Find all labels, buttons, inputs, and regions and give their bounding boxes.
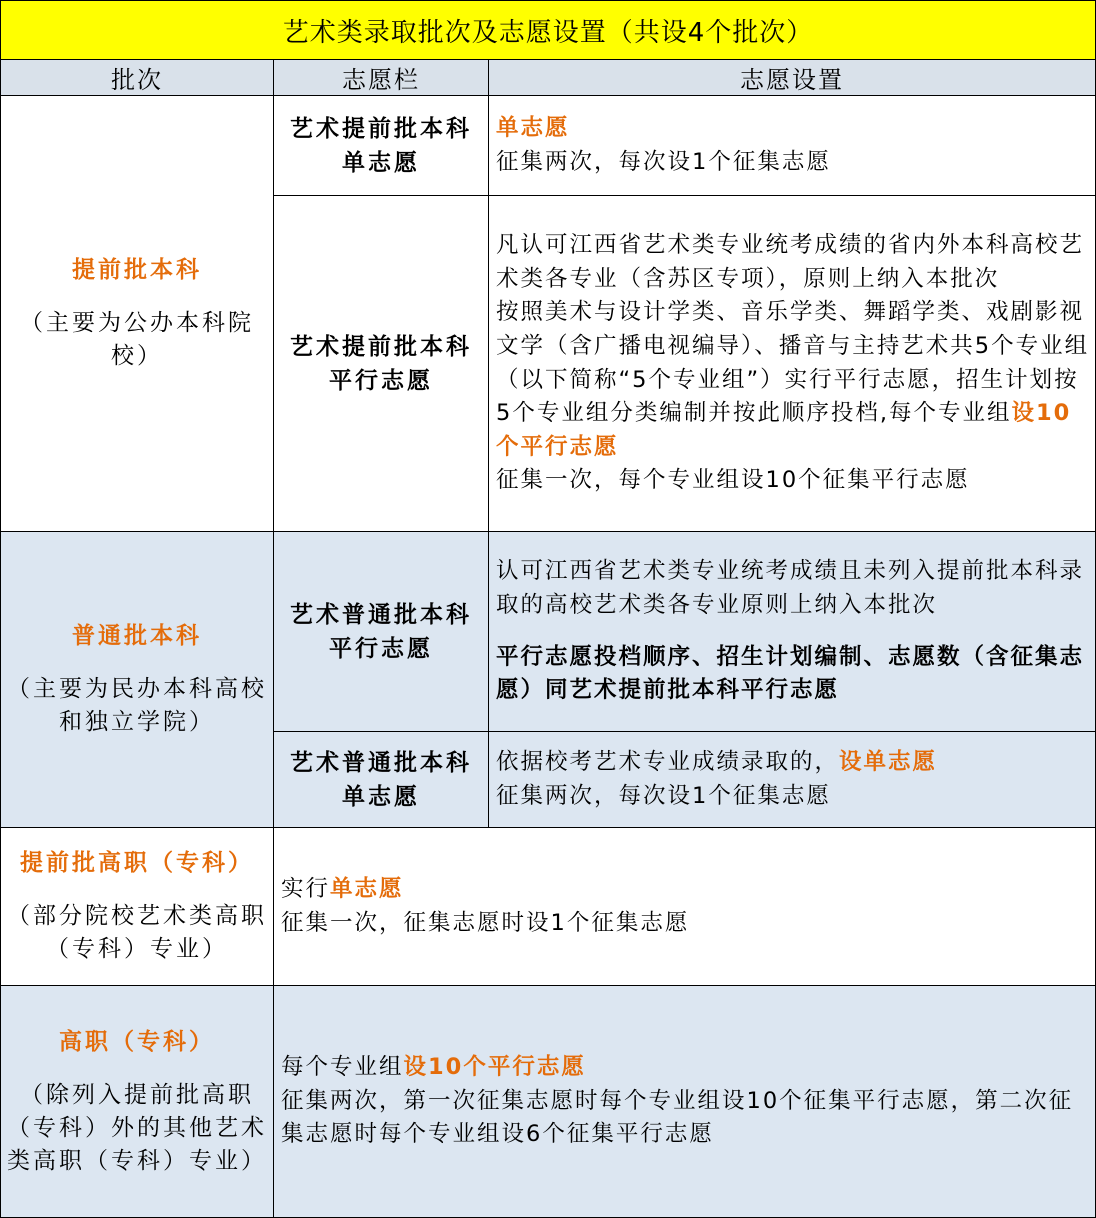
batch-regular-undergrad: [1, 532, 274, 828]
setting-text: 征集一次，每个专业组设10个征集平行志愿: [496, 467, 970, 494]
setting-text-part: 依据校考艺术专业成绩录取的，: [496, 748, 840, 775]
setting-advance-parallel: [489, 196, 1096, 532]
table-row: [1, 828, 1096, 986]
header-batch: 批次: [1, 60, 274, 96]
batch-advance-vocational: [1, 828, 274, 986]
header-row: [1, 60, 1096, 96]
batch-vocational: [1, 986, 274, 1218]
setting-text: [496, 296, 1091, 464]
header-column: 志愿栏: [274, 60, 489, 96]
column-label: 单志愿: [342, 783, 420, 810]
column-regular-single: [274, 732, 489, 828]
setting-text: [281, 1051, 1091, 1085]
column-advance-parallel: [274, 196, 489, 532]
table-row: [1, 96, 1096, 196]
setting-vocational: [274, 986, 1096, 1218]
highlight-text: 单志愿: [496, 114, 570, 141]
column-regular-parallel: [274, 532, 489, 732]
setting-text: [496, 746, 1091, 780]
setting-text: 征集两次，每次设1个征集志愿: [496, 782, 831, 809]
setting-text: 征集两次，第一次征集志愿时每个专业组设10个征集平行志愿，第二次征集志愿时每个专业组设6个征集平行志愿: [281, 1087, 1074, 1148]
setting-advance-vocational: [274, 828, 1096, 986]
setting-text: 平行志愿投档顺序、招生计划编制、志愿数（含征集志愿）同艺术提前批本科平行志愿: [496, 643, 1085, 704]
column-label: 艺术普通批本科: [290, 749, 472, 776]
batch-name: 提前批本科: [72, 257, 202, 283]
table-row: [1, 986, 1096, 1218]
setting-text: 认可江西省艺术类专业统考成绩且未列入提前批本科录取的高校艺术类各专业原则上纳入本批次: [496, 558, 1085, 618]
batch-note: （主要为公办本科院校）: [20, 310, 254, 369]
column-label: 单志愿: [342, 149, 420, 176]
setting-text: [281, 873, 1091, 907]
batch-name: 普通批本科: [72, 623, 202, 649]
setting-text-part: 每个专业组: [281, 1054, 404, 1081]
column-label: 艺术提前批本科: [290, 115, 472, 142]
batch-advance-undergrad: [1, 96, 274, 532]
highlight-text: 设10个平行志愿: [403, 1054, 586, 1081]
highlight-text: 设10个平行志愿: [496, 400, 1072, 460]
batch-note: （主要为民办本科高校和独立学院）: [7, 676, 267, 735]
column-label: 艺术普通批本科: [290, 601, 472, 628]
column-advance-single: [274, 96, 489, 196]
table-title: 艺术类录取批次及志愿设置（共设4个批次）: [1, 1, 1096, 60]
setting-text-part: 实行: [281, 875, 331, 902]
table-row: [1, 532, 1096, 732]
batch-name: 提前批高职（专科）: [20, 850, 254, 876]
title-row: [1, 1, 1096, 60]
setting-regular-parallel: [489, 532, 1096, 732]
column-label: 艺术提前批本科: [290, 333, 472, 360]
batch-note: （部分院校艺术类高职（专科）专业）: [7, 903, 267, 962]
setting-regular-single: [489, 732, 1096, 828]
setting-text: 征集两次，每次设1个征集志愿: [496, 148, 831, 175]
setting-text-part: 按照美术与设计学类、音乐学类、舞蹈学类、戏剧影视文学（含广播电视编导）、播音与主持艺术共5个专业组（以下简称“5个专业组”）实行平行志愿，招生计划按5个专业组分类编制并按此顺序投档,每个专业组: [496, 299, 1090, 427]
setting-text: 征集一次，征集志愿时设1个征集志愿: [281, 909, 690, 936]
batch-name: 高职（专科）: [59, 1028, 215, 1055]
column-label: 平行志愿: [329, 635, 433, 662]
setting-advance-single: [489, 96, 1096, 196]
highlight-text: 设单志愿: [839, 748, 938, 775]
column-label: 平行志愿: [329, 367, 433, 394]
batch-note: （除列入提前批高职（专科）外的其他艺术类高职（专科）专业）: [7, 1081, 267, 1174]
highlight-text: 单志愿: [330, 875, 404, 902]
setting-text: 凡认可江西省艺术类专业统考成绩的省内外本科高校艺术类各专业（含苏区专项），原则上纳入本批次: [496, 232, 1085, 292]
header-setting: 志愿设置: [489, 60, 1096, 96]
